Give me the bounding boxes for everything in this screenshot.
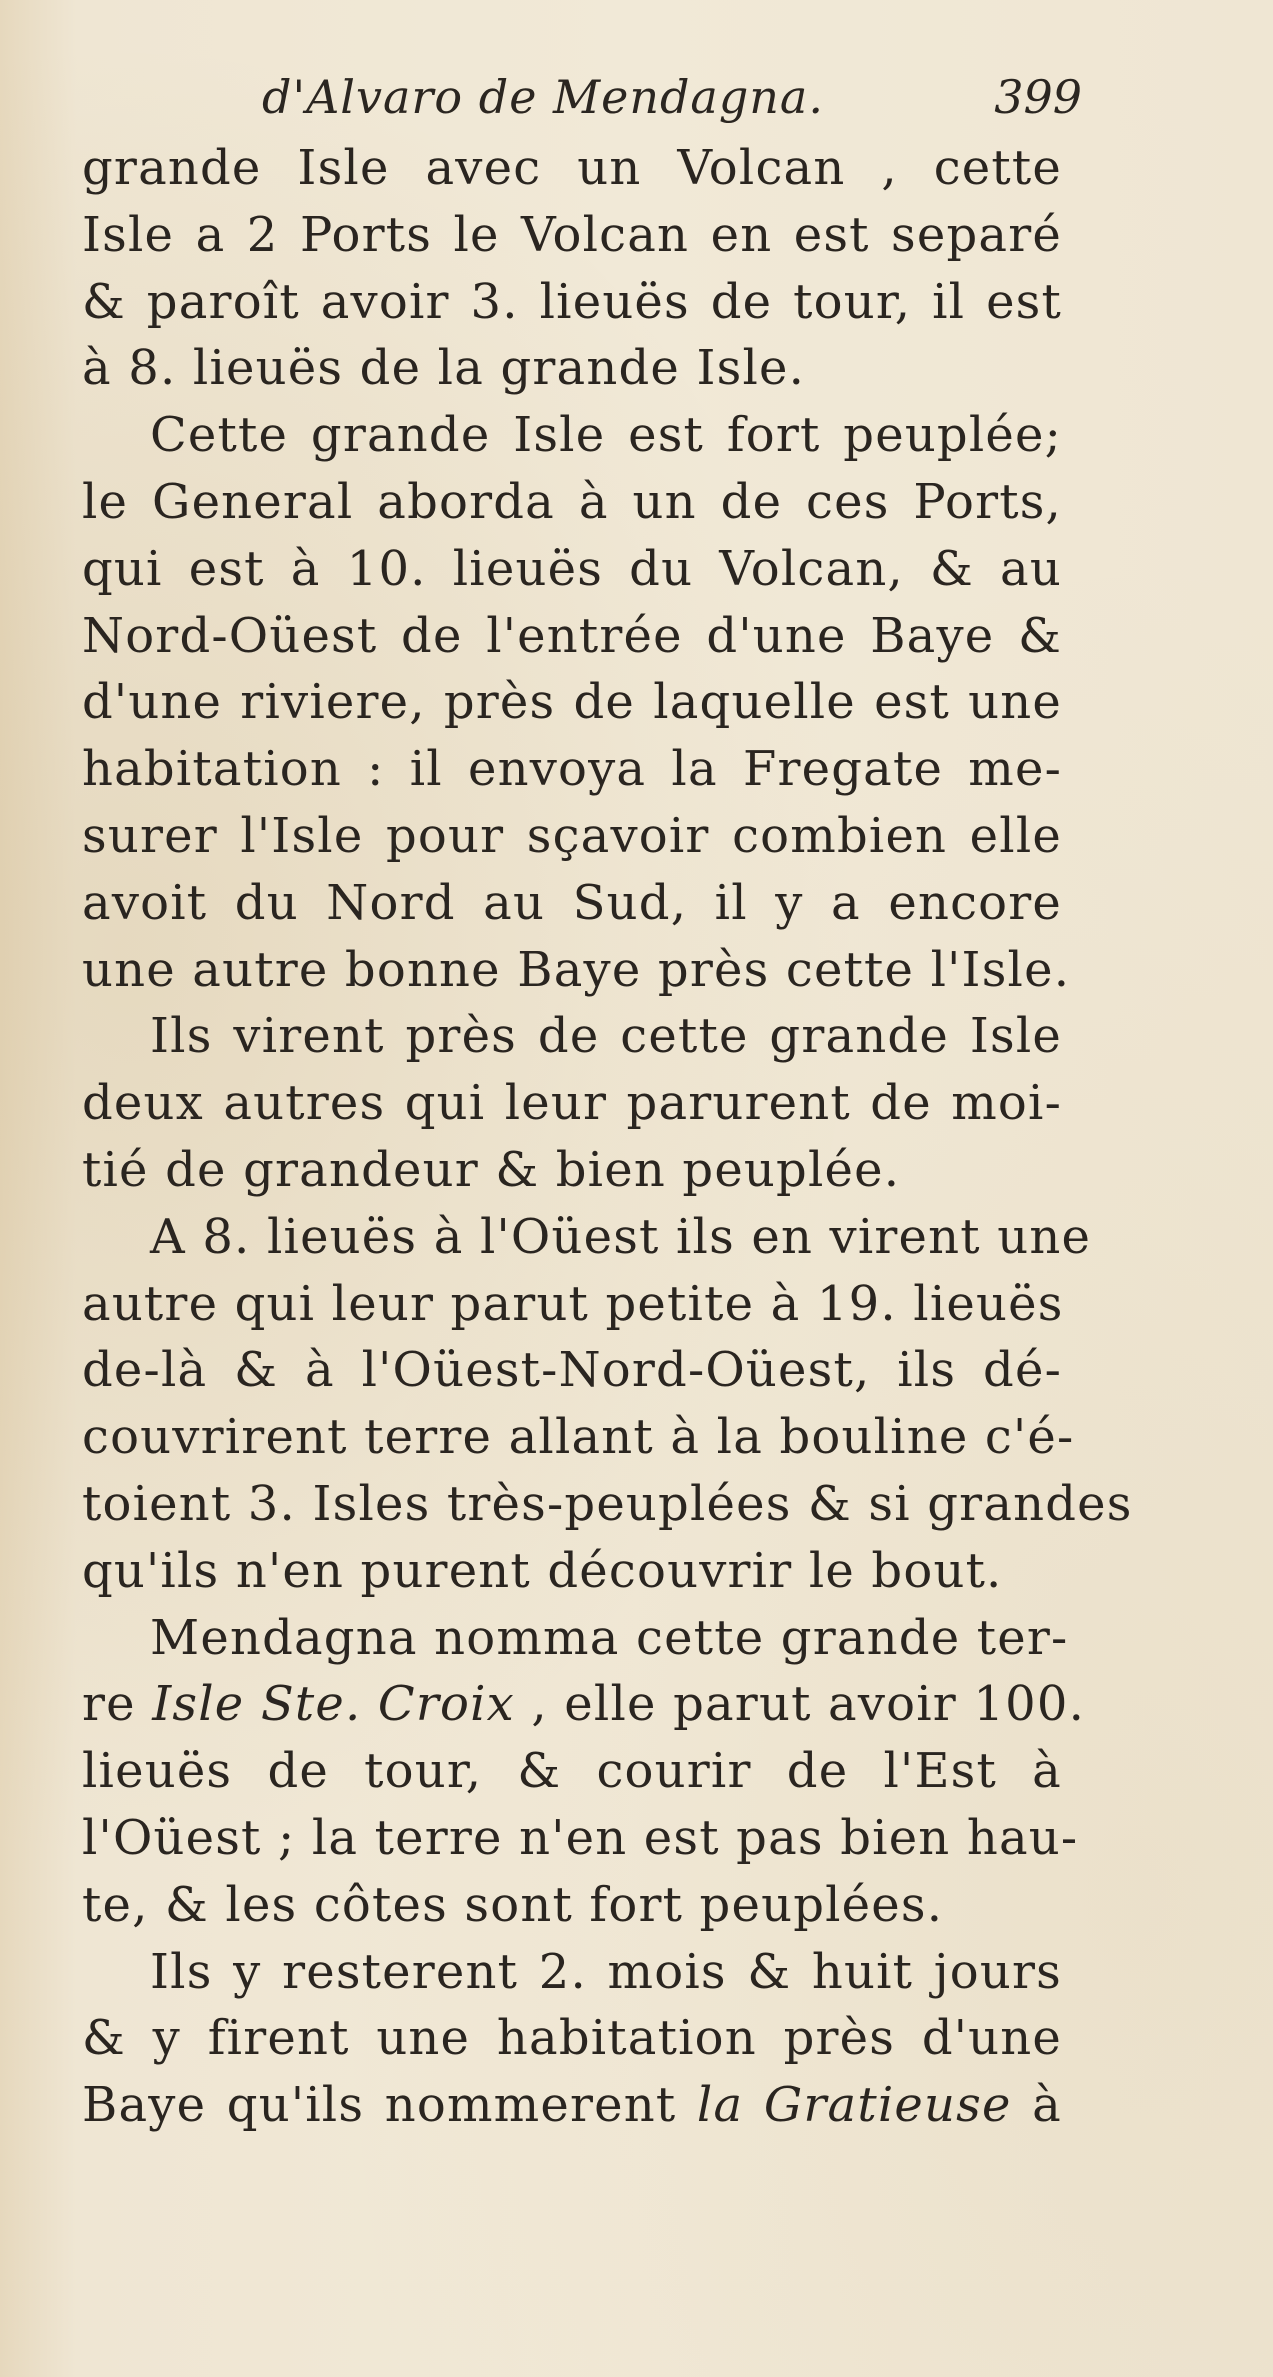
text-line: te, & les côtes sont fort peuplées. (82, 1876, 944, 1933)
text-segment: Baye qu'ils nommerent (82, 2077, 697, 2134)
text-line (82, 1671, 1086, 1738)
page-header (262, 70, 1082, 142)
text-line: Ils y resterent 2. mois & huit jours (150, 1943, 1062, 2000)
text-line: Isle a 2 Ports le Volcan en est separé (82, 206, 1062, 263)
italic-phrase: la Gratieuse (696, 2077, 1012, 2134)
text-line: qu'ils n'en purent découvrir le bout. (82, 1542, 1003, 1599)
text-line: d'une riviere, près de laquelle est une (82, 674, 1062, 731)
italic-phrase: Isle Ste. Croix (152, 1676, 515, 1733)
text-line: A 8. lieuës à l'Oüest ils en virent une (150, 1208, 1092, 1265)
text-line: Mendagna nomma cette grande ter- (150, 1609, 1069, 1666)
text-line: couvrirent terre allant à la bouline c'é- (82, 1409, 1075, 1466)
body-text (82, 135, 1133, 2139)
text-line: le General aborda à un de ces Ports, (82, 473, 1062, 530)
text-line: l'Oüest ; la terre n'en est pas bien hau- (82, 1809, 1079, 1866)
running-title: d'Alvaro de Mendagna. (262, 70, 824, 124)
text-line: avoit du Nord au Sud, il y a encore (82, 874, 1062, 931)
text-line: autre qui leur parut petite à 19. lieuës (82, 1275, 1064, 1332)
text-segment: à (1011, 2077, 1062, 2134)
text-line: qui est à 10. lieuës du Volcan, & au (82, 540, 1062, 597)
text-line: toient 3. Isles très-peuplées & si grandes (82, 1475, 1133, 1532)
text-line: deux autres qui leur parurent de moi- (82, 1075, 1062, 1132)
text-segment: re (82, 1676, 153, 1733)
text-line: une autre bonne Baye près cette l'Isle. (82, 941, 1071, 998)
text-line: Ils virent près de cette grande Isle (150, 1008, 1062, 1065)
text-line: surer l'Isle pour sçavoir combien elle (82, 807, 1062, 864)
text-segment: , elle parut avoir 100. (514, 1676, 1086, 1733)
text-line: & y firent une habitation près d'une (82, 2010, 1062, 2067)
text-line: tié de grandeur & bien peuplée. (82, 1141, 901, 1198)
text-line: Cette grande Isle est fort peuplée; (150, 407, 1062, 464)
text-line: Nord-Oüest de l'entrée d'une Baye & (82, 607, 1062, 664)
text-line: lieuës de tour, & courir de l'Est à (82, 1743, 1062, 1800)
text-line: à 8. lieuës de la grande Isle. (82, 340, 806, 397)
text-line: de-là & à l'Oüest-Nord-Oüest, ils dé- (82, 1342, 1062, 1399)
text-line: grande Isle avec un Volcan , cette (82, 140, 1062, 196)
text-line: & paroît avoir 3. lieuës de tour, il est (82, 273, 1062, 330)
text-line: habitation : il envoya la Fregate me- (82, 741, 1062, 798)
page-number: 399 (994, 70, 1082, 124)
text-line (82, 2072, 1062, 2139)
